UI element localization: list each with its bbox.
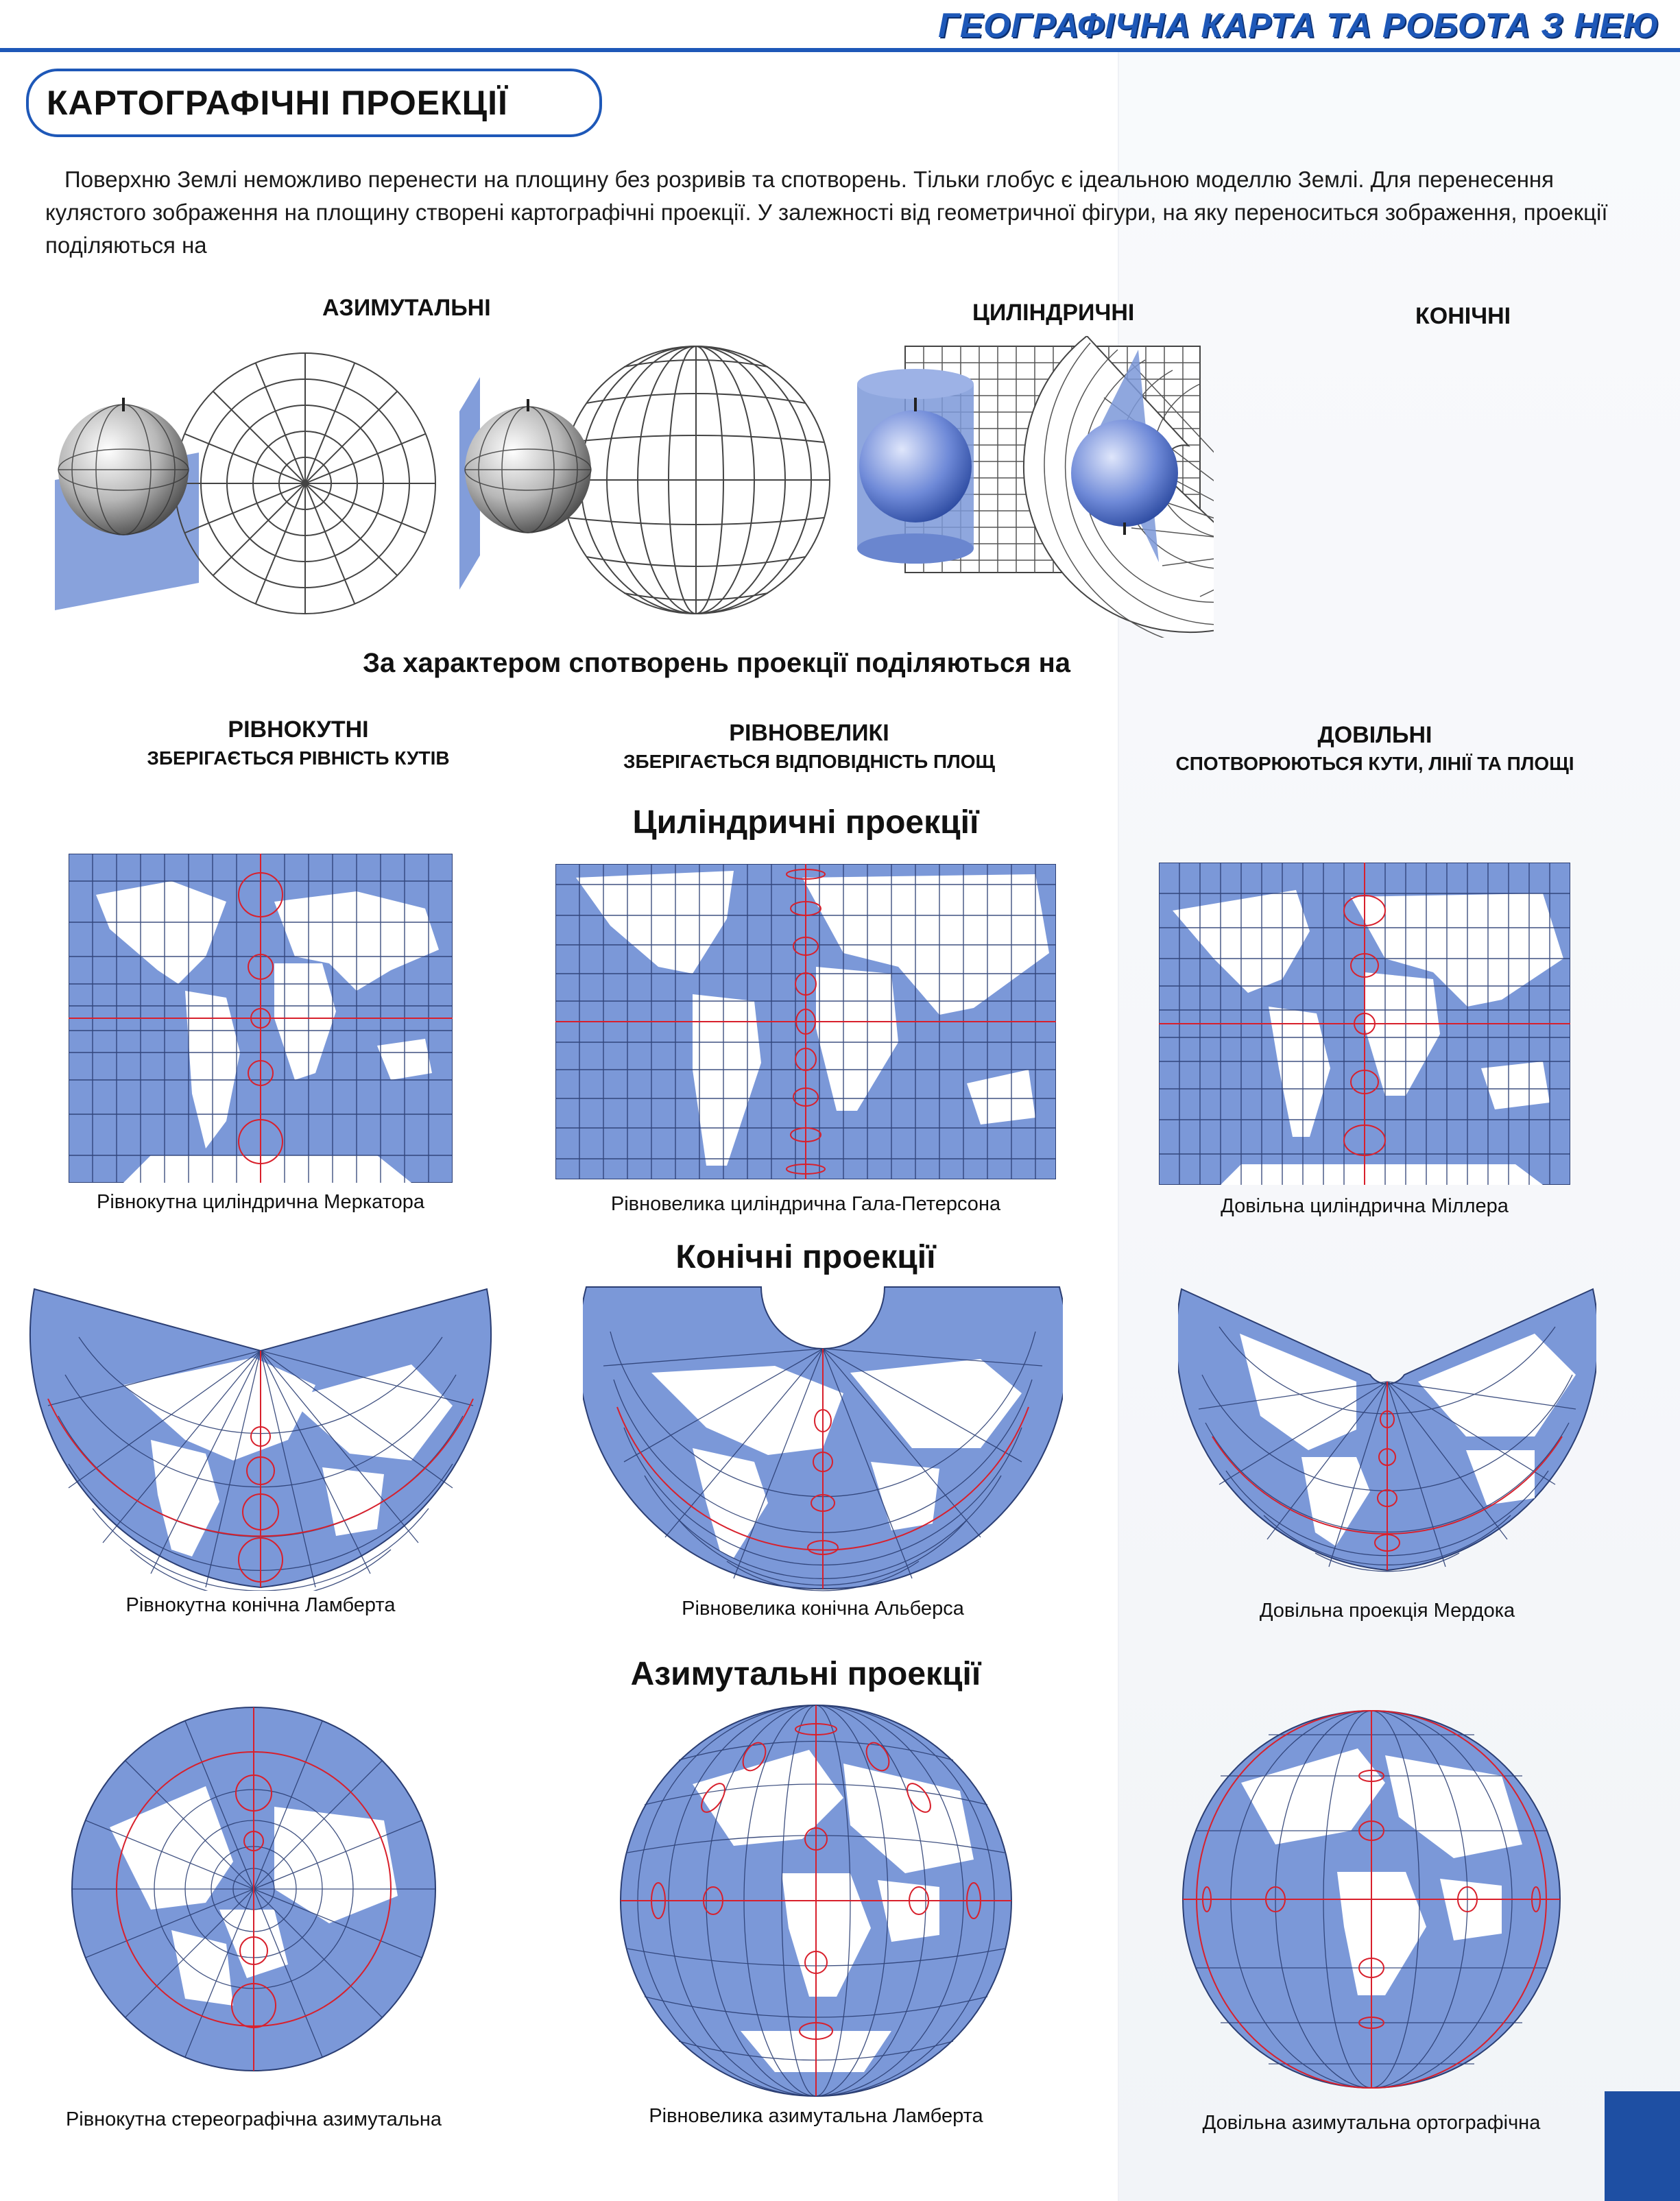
caption-lambert-conic: Рівнокутна конічна Ламберта [125, 1594, 396, 1616]
cylindrical-heading: Циліндричні проекції [632, 804, 979, 841]
category-title-conformal: РІВНОКУТНІ [228, 717, 369, 743]
header-rule [0, 48, 1680, 52]
intro-paragraph [45, 163, 1622, 262]
map-gall-peters [555, 864, 1056, 1179]
caption-mercator: Рівнокутна циліндрична Меркатора [97, 1191, 424, 1213]
label-conic: КОНІЧНІ [1415, 303, 1511, 329]
projection-type-illustrations [48, 336, 1214, 638]
map-lambert-azimuthal [617, 1702, 1015, 2100]
azimuthal-heading: Азимутальні проекції [630, 1656, 981, 1692]
map-murdoch [1178, 1286, 1596, 1574]
section-title-box [26, 69, 602, 137]
category-title-equal-area: РІВНОВЕЛИКІ [729, 720, 889, 746]
header-title: ГЕОГРАФІЧНА КАРТА ТА РОБОТА З НЕЮ [938, 6, 1659, 45]
map-stereographic [69, 1704, 439, 2074]
category-desc-arbitrary: СПОТВОРЮЮТЬСЯ КУТИ, ЛІНІЇ ТА ПЛОЩІ [1175, 753, 1574, 774]
label-cylindrical: ЦИЛІНДРИЧНІ [972, 300, 1135, 326]
category-title-arbitrary: ДОВІЛЬНІ [1317, 722, 1432, 748]
map-miller [1159, 863, 1570, 1185]
map-mercator [69, 854, 453, 1183]
page-corner-tab [1605, 2091, 1680, 2201]
intro-text: Поверхню Землі неможливо перенести на площину без розривів та спотворень. Тільки глобус є ідеальною моделлю Землі. Для перенесення кулястого зображення на площину створені картографічні проекції. У залежності від геометричної фігури, на яку переноситься зображення, проекції поділяються на [45, 167, 1608, 258]
label-azimuthal: АЗИМУТАЛЬНІ [322, 295, 491, 321]
azimuthal-polar-illustration [55, 353, 435, 614]
map-orthographic [1179, 1707, 1563, 2091]
conic-heading: Конічні проекції [675, 1239, 936, 1275]
caption-albers: Рівновелика конічна Альберса [682, 1598, 964, 1620]
caption-gall-peters: Рівновелика циліндрична Гала-Петерсона [610, 1193, 1001, 1215]
caption-miller: Довільна циліндрична Міллера [1221, 1195, 1509, 1217]
map-lambert-conic [27, 1282, 494, 1591]
map-albers [583, 1284, 1063, 1592]
caption-murdoch: Довільна проекція Мердока [1259, 1600, 1515, 1622]
caption-lambert-azimuthal: Рівновелика азимутальна Ламберта [649, 2105, 983, 2127]
category-desc-equal-area: ЗБЕРІГАЄТЬСЯ ВІДПОВІДНІСТЬ ПЛОЩ [623, 751, 996, 772]
caption-orthographic: Довільна азимутальна ортографічна [1202, 2112, 1541, 2134]
azimuthal-equatorial-illustration [459, 346, 830, 614]
section-title: КАРТОГРАФІЧНІ ПРОЕКЦІЇ [47, 84, 508, 122]
caption-stereographic: Рівнокутна стереографічна азимутальна [65, 2108, 442, 2130]
category-desc-conformal: ЗБЕРІГАЄТЬСЯ РІВНІСТЬ КУТІВ [147, 747, 450, 769]
distortion-heading: За характером спотворень проекції поділяються на [362, 648, 1071, 678]
